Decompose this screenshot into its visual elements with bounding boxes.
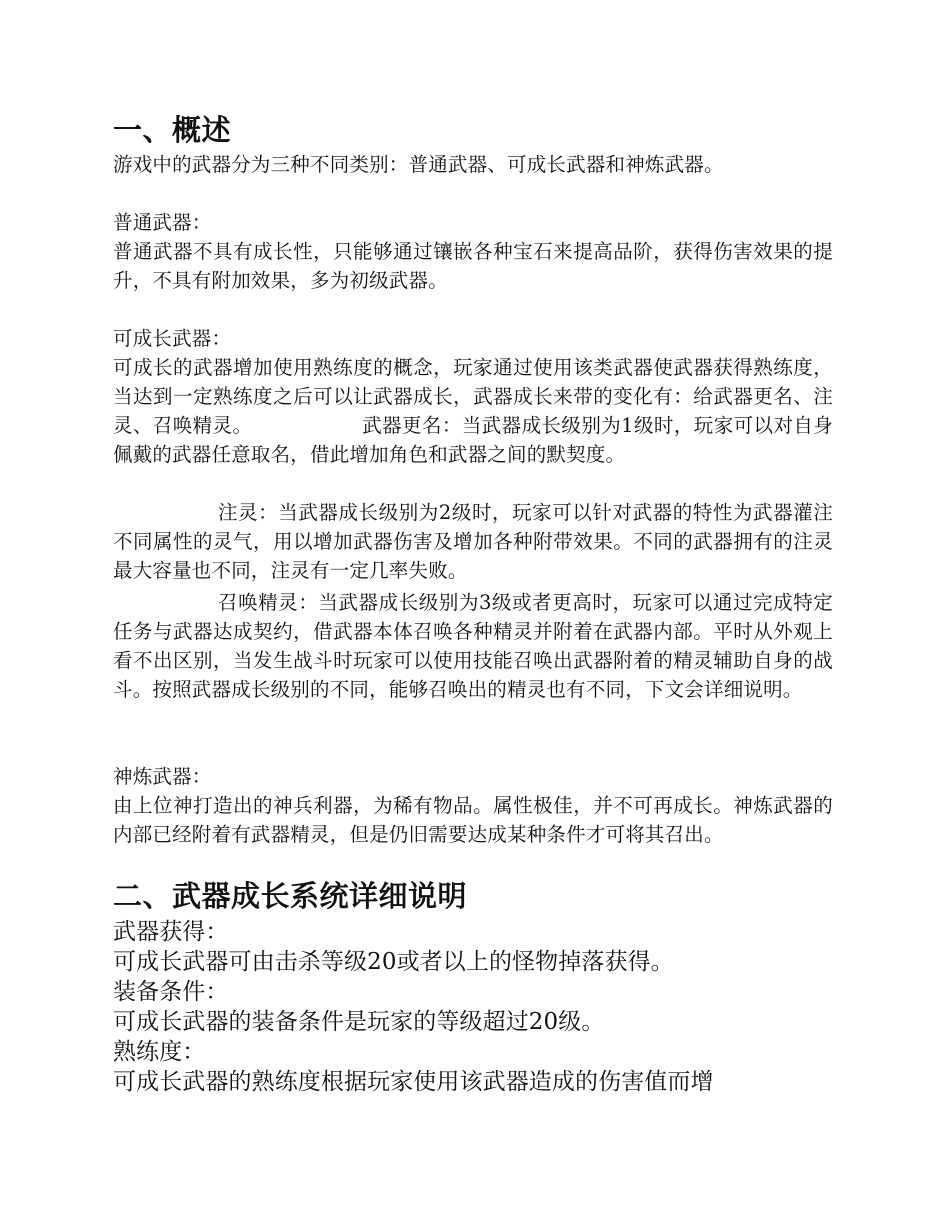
- proficiency-heading: 熟练度：: [113, 1039, 206, 1065]
- normal-weapon-heading: 普通武器：: [113, 211, 212, 234]
- normal-weapon-text: 普通武器不具有成长性，只能够通过镶嵌各种宝石来提高品阶，获得伤害效果的提升，不具有附加效果，多为初级武器。: [113, 240, 833, 292]
- growable-weapon-text: 可成长的武器增加使用熟练度的概念，玩家通过使用该类武器使武器获得熟练度，当达到一定熟练度之后可以让武器成长，武器成长来带的变化有：给武器更名、注灵、召唤精灵。 武器更名：当武器成长级别为1级时，玩家可以对自身佩戴的武器任意取名，借此增加角色和武器之间的默契度。: [113, 356, 833, 466]
- weapon-obtain-heading: 武器获得：: [113, 919, 229, 945]
- proficiency-text: 可成长武器的熟练度根据玩家使用该武器造成的伤害值而增: [113, 1069, 714, 1095]
- section-2-title: 二、武器成长系统详细说明: [113, 879, 468, 913]
- infuse-spirit-text: 注灵：当武器成长级别为2级时，玩家可以针对武器的特性为武器灌注不同属性的灵气，用以增加武器伤害及增加各种附带效果。不同的武器拥有的注灵最大容量也不同，注灵有一定几率失败。: [113, 501, 833, 582]
- growable-weapon-heading: 可成长武器：: [113, 327, 232, 350]
- equip-condition-heading: 装备条件：: [113, 979, 229, 1005]
- summon-spirit-text: 召唤精灵：当武器成长级别为3级或者更高时，玩家可以通过完成特定任务与武器达成契约，借武器本体召唤各种精灵并附着在武器内部。平时从外观上看不出区别，当发生战斗时玩家可以使用技能召唤出武器附着的精灵辅助自身的战斗。按照武器成长级别的不同，能够召唤出的精灵也有不同，下文会详细说明。: [113, 591, 833, 701]
- overview-intro: 游戏中的武器分为三种不同类别：普通武器、可成长武器和神炼武器。: [113, 153, 724, 176]
- weapon-obtain-text: 可成长武器可由击杀等级20或者以上的怪物掉落获得。: [113, 949, 674, 975]
- divine-weapon-text: 由上位神打造出的神兵利器，为稀有物品。属性极佳，并不可再成长。神炼武器的内部已经附着有武器精灵，但是仍旧需要达成某种条件才可将其召出。: [113, 794, 833, 846]
- section-1-title: 一、概述: [113, 113, 232, 147]
- equip-condition-text: 可成长武器的装备条件是玩家的等级超过20级。: [113, 1009, 605, 1035]
- divine-weapon-heading: 神炼武器：: [113, 765, 212, 788]
